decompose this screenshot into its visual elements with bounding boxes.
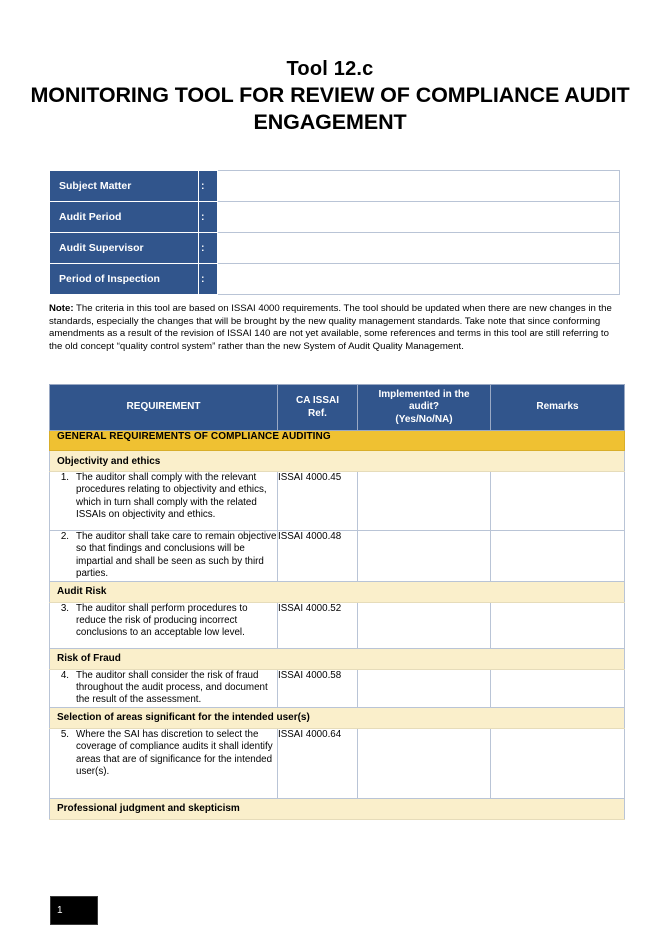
info-value-period-of-inspection[interactable] <box>218 264 620 295</box>
section-title-general-requirements: GENERAL REQUIREMENTS OF COMPLIANCE AUDITING <box>50 431 625 451</box>
info-colon: : <box>199 202 218 233</box>
engagement-info-table <box>49 170 620 295</box>
requirement-text: The auditor shall comply with the relevant procedures relating to objectivity and ethics, which in turn shall comply with the related ISSAIs on objectivity and ethics. <box>76 472 267 521</box>
subsection-header-objectivity <box>50 451 625 472</box>
column-header-ref-line2: Ref. <box>308 407 327 419</box>
info-label-audit-supervisor: Audit Supervisor <box>50 233 199 264</box>
implemented-answer-cell[interactable] <box>358 472 491 531</box>
ca-issai-ref-cell: ISSAI 4000.48 <box>278 531 358 582</box>
column-header-impl-line3: (Yes/No/NA) <box>395 413 453 425</box>
subsection-title-risk-of-fraud: Risk of Fraud <box>50 648 625 669</box>
subsection-title-objectivity: Objectivity and ethics <box>50 451 625 472</box>
document-main-title: MONITORING TOOL FOR REVIEW OF COMPLIANCE AUDIT ENGAGEMENT <box>30 83 630 134</box>
requirement-cell <box>50 531 278 582</box>
page-number-value: 1 <box>57 905 63 916</box>
subsection-title-selection-of-areas: Selection of areas significant for the intended user(s) <box>50 707 625 728</box>
table-row <box>50 728 625 798</box>
table-row <box>50 669 625 707</box>
column-header-impl-line1: Implemented in the <box>378 388 470 400</box>
ca-issai-ref-cell: ISSAI 4000.52 <box>278 602 358 648</box>
remarks-cell[interactable] <box>491 602 625 648</box>
tool-number-title: Tool 12.c <box>286 58 374 80</box>
info-colon: : <box>199 171 218 202</box>
info-label-subject-matter: Subject Matter <box>50 171 199 202</box>
column-header-requirement: REQUIREMENT <box>50 385 278 431</box>
requirement-cell <box>50 602 278 648</box>
info-row-audit-period <box>50 202 620 233</box>
implemented-answer-cell[interactable] <box>358 602 491 648</box>
table-row <box>50 531 625 582</box>
implemented-answer-cell[interactable] <box>358 728 491 798</box>
column-header-ref-line1: CA ISSAI <box>296 395 339 406</box>
column-header-impl-line2: audit? <box>409 401 439 413</box>
page-title <box>30 56 630 136</box>
requirement-number: 5. <box>60 728 69 740</box>
remarks-cell[interactable] <box>491 531 625 582</box>
note-text: The criteria in this tool are based on ISSAI 4000 requirements. The tool should be updated when there are new changes in the standards, especially the changes that will be brought by the new quality management standards. Take note that since conforming amendments as a result of the revision of ISSAI 140 are not yet available, some references and terms in this tool are still referring to the old concept “quality control system” rather than the new System of Audit Quality Management. <box>49 303 612 352</box>
remarks-cell[interactable] <box>491 669 625 707</box>
requirement-cell <box>50 728 278 798</box>
info-row-period-of-inspection <box>50 264 620 295</box>
requirement-text: Where the SAI has discretion to select the coverage of compliance audits it shall identify areas that are of significance for the intended user(s). <box>76 728 273 778</box>
subsection-header-professional-judgment <box>50 798 625 819</box>
info-colon: : <box>199 264 218 295</box>
ca-issai-ref-cell: ISSAI 4000.45 <box>278 472 358 531</box>
subsection-title-professional-judgment: Professional judgment and skepticism <box>50 798 625 819</box>
table-header-row <box>50 385 625 431</box>
info-value-audit-period[interactable] <box>218 202 620 233</box>
requirement-text: The auditor shall take care to remain objective so that findings and conclusions will be impartial and shall be seen as such by third parties. <box>76 531 277 580</box>
info-row-subject-matter <box>50 171 620 202</box>
requirement-cell <box>50 669 278 707</box>
table-row <box>50 472 625 531</box>
implemented-answer-cell[interactable] <box>358 669 491 707</box>
requirement-cell <box>50 472 278 531</box>
requirement-number: 3. <box>60 602 69 614</box>
ca-issai-ref-cell: ISSAI 4000.64 <box>278 728 358 798</box>
ca-issai-ref-cell: ISSAI 4000.58 <box>278 669 358 707</box>
info-row-audit-supervisor <box>50 233 620 264</box>
compliance-checklist-table <box>49 384 625 820</box>
info-label-period-of-inspection: Period of Inspection <box>50 264 199 295</box>
table-row <box>50 602 625 648</box>
info-colon: : <box>199 233 218 264</box>
remarks-cell[interactable] <box>491 472 625 531</box>
remarks-cell[interactable] <box>491 728 625 798</box>
requirement-number: 1. <box>60 472 69 483</box>
subsection-title-audit-risk: Audit Risk <box>50 581 625 602</box>
info-value-audit-supervisor[interactable] <box>218 233 620 264</box>
note-paragraph <box>49 303 621 353</box>
implemented-answer-cell[interactable] <box>358 531 491 582</box>
requirement-number: 2. <box>60 531 69 542</box>
section-header-row <box>50 431 625 451</box>
info-label-audit-period: Audit Period <box>50 202 199 233</box>
column-header-remarks: Remarks <box>491 385 625 431</box>
subsection-header-risk-of-fraud <box>50 648 625 669</box>
requirement-number: 4. <box>60 669 69 681</box>
requirement-text: The auditor shall perform procedures to reduce the risk of producing incorrect conclusions to an acceptable low level. <box>76 602 248 639</box>
subsection-header-selection-of-areas <box>50 707 625 728</box>
column-header-ca-issai-ref <box>278 385 358 431</box>
column-header-implemented <box>358 385 491 431</box>
note-label: Note: <box>49 303 74 314</box>
page-number-box <box>50 896 98 925</box>
subsection-header-audit-risk <box>50 581 625 602</box>
requirement-text: The auditor shall consider the risk of fraud throughout the audit process, and document the result of the assessment. <box>76 669 268 706</box>
info-value-subject-matter[interactable] <box>218 171 620 202</box>
